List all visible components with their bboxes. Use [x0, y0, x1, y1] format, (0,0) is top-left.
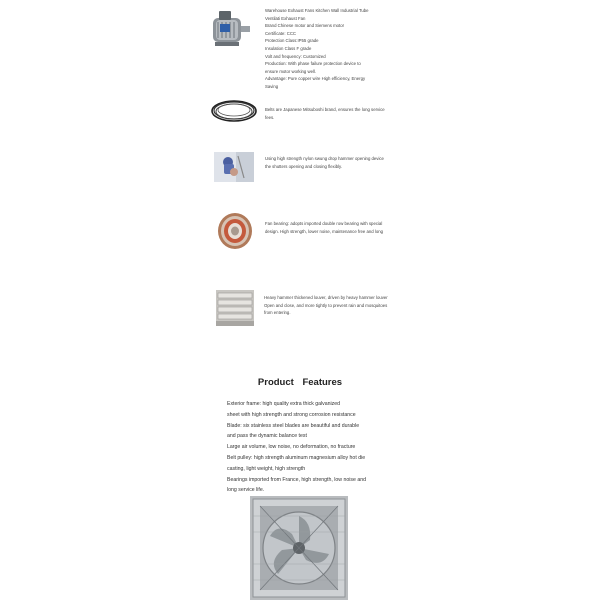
- bearing-description: [265, 220, 383, 235]
- belt-image: [210, 98, 258, 124]
- hammer-line: Using high strength nylon swung drop hammer opening device: [265, 156, 384, 161]
- bearing-line: Fan bearing: adopts imported double row bearing with special: [265, 221, 383, 226]
- feature-line: Large air volume, low noise, no deformation, no fracture: [227, 444, 356, 451]
- motor-line: Protection Class:IP55 grade: [265, 38, 319, 44]
- motor-description: [265, 7, 369, 91]
- product-features-list: [227, 399, 366, 496]
- feature-line: long service life.: [227, 487, 265, 494]
- feature-line: Belt pulley: high strength aluminum magnesium alloy hot die: [227, 454, 366, 461]
- feature-line: Blade: six stainless steel blades are beautiful and durable: [227, 422, 360, 429]
- motor-line: Ventilati Exhaust Fan: [265, 15, 306, 21]
- motor-line: ensure motor working well.: [265, 68, 317, 74]
- motor-line: Production: With phase failure protection device to: [265, 61, 361, 67]
- motor-line: Advantage: Pure copper wire High efficiency, Energy: [265, 76, 366, 82]
- motor-line: Saving: [265, 83, 279, 89]
- feature-line: Bearings imported from France, high strength, low noise and: [227, 476, 366, 483]
- louver-description: [264, 294, 388, 317]
- feature-line: and pass the dynamic balance test: [227, 433, 307, 440]
- louver-image: [216, 290, 254, 326]
- belt-line: fees.: [265, 114, 275, 120]
- louver-line: Heavy hammer thickened louver, driven by heavy hammer louver: [264, 295, 388, 300]
- bearing-image: [215, 210, 255, 252]
- belt-description: [265, 106, 385, 121]
- motor-line: Insulation Class F grade: [265, 45, 312, 51]
- hammer-description: [265, 155, 384, 170]
- louver-line: from entering.: [264, 310, 291, 316]
- motor-line: Brand Chinese motor and Siemens motor: [265, 23, 345, 29]
- feature-line: casting, light weight, high strength: [227, 465, 306, 472]
- exhaust-fan-image: [250, 496, 348, 600]
- hammer-device-image: [214, 152, 254, 182]
- belt-line: Belts are Japanese Mitsuboshi brand, ensures the long service: [265, 107, 385, 112]
- motor-line: Warehouse Exhaust Fans Kitchen Wall Industrial Tube: [265, 8, 369, 13]
- hammer-line: the shutters opening and closing flexibly.: [265, 163, 343, 169]
- louver-line: Open and close, and more tightly to prevent rain and mosquitoes: [264, 302, 388, 308]
- motor-image: [211, 8, 251, 52]
- feature-line: Exterior frame: high quality extra thick galvanized: [227, 401, 341, 407]
- motor-line: Certificate: CCC: [265, 30, 297, 36]
- bearing-line: design. High strength, lower noise, maintenance free and long: [265, 228, 383, 234]
- motor-line: Volt and frequency: Customized: [265, 53, 326, 59]
- feature-line: sheet with high strength and strong corrosion resistance: [227, 411, 356, 418]
- product-features-title: Product Features: [257, 377, 343, 388]
